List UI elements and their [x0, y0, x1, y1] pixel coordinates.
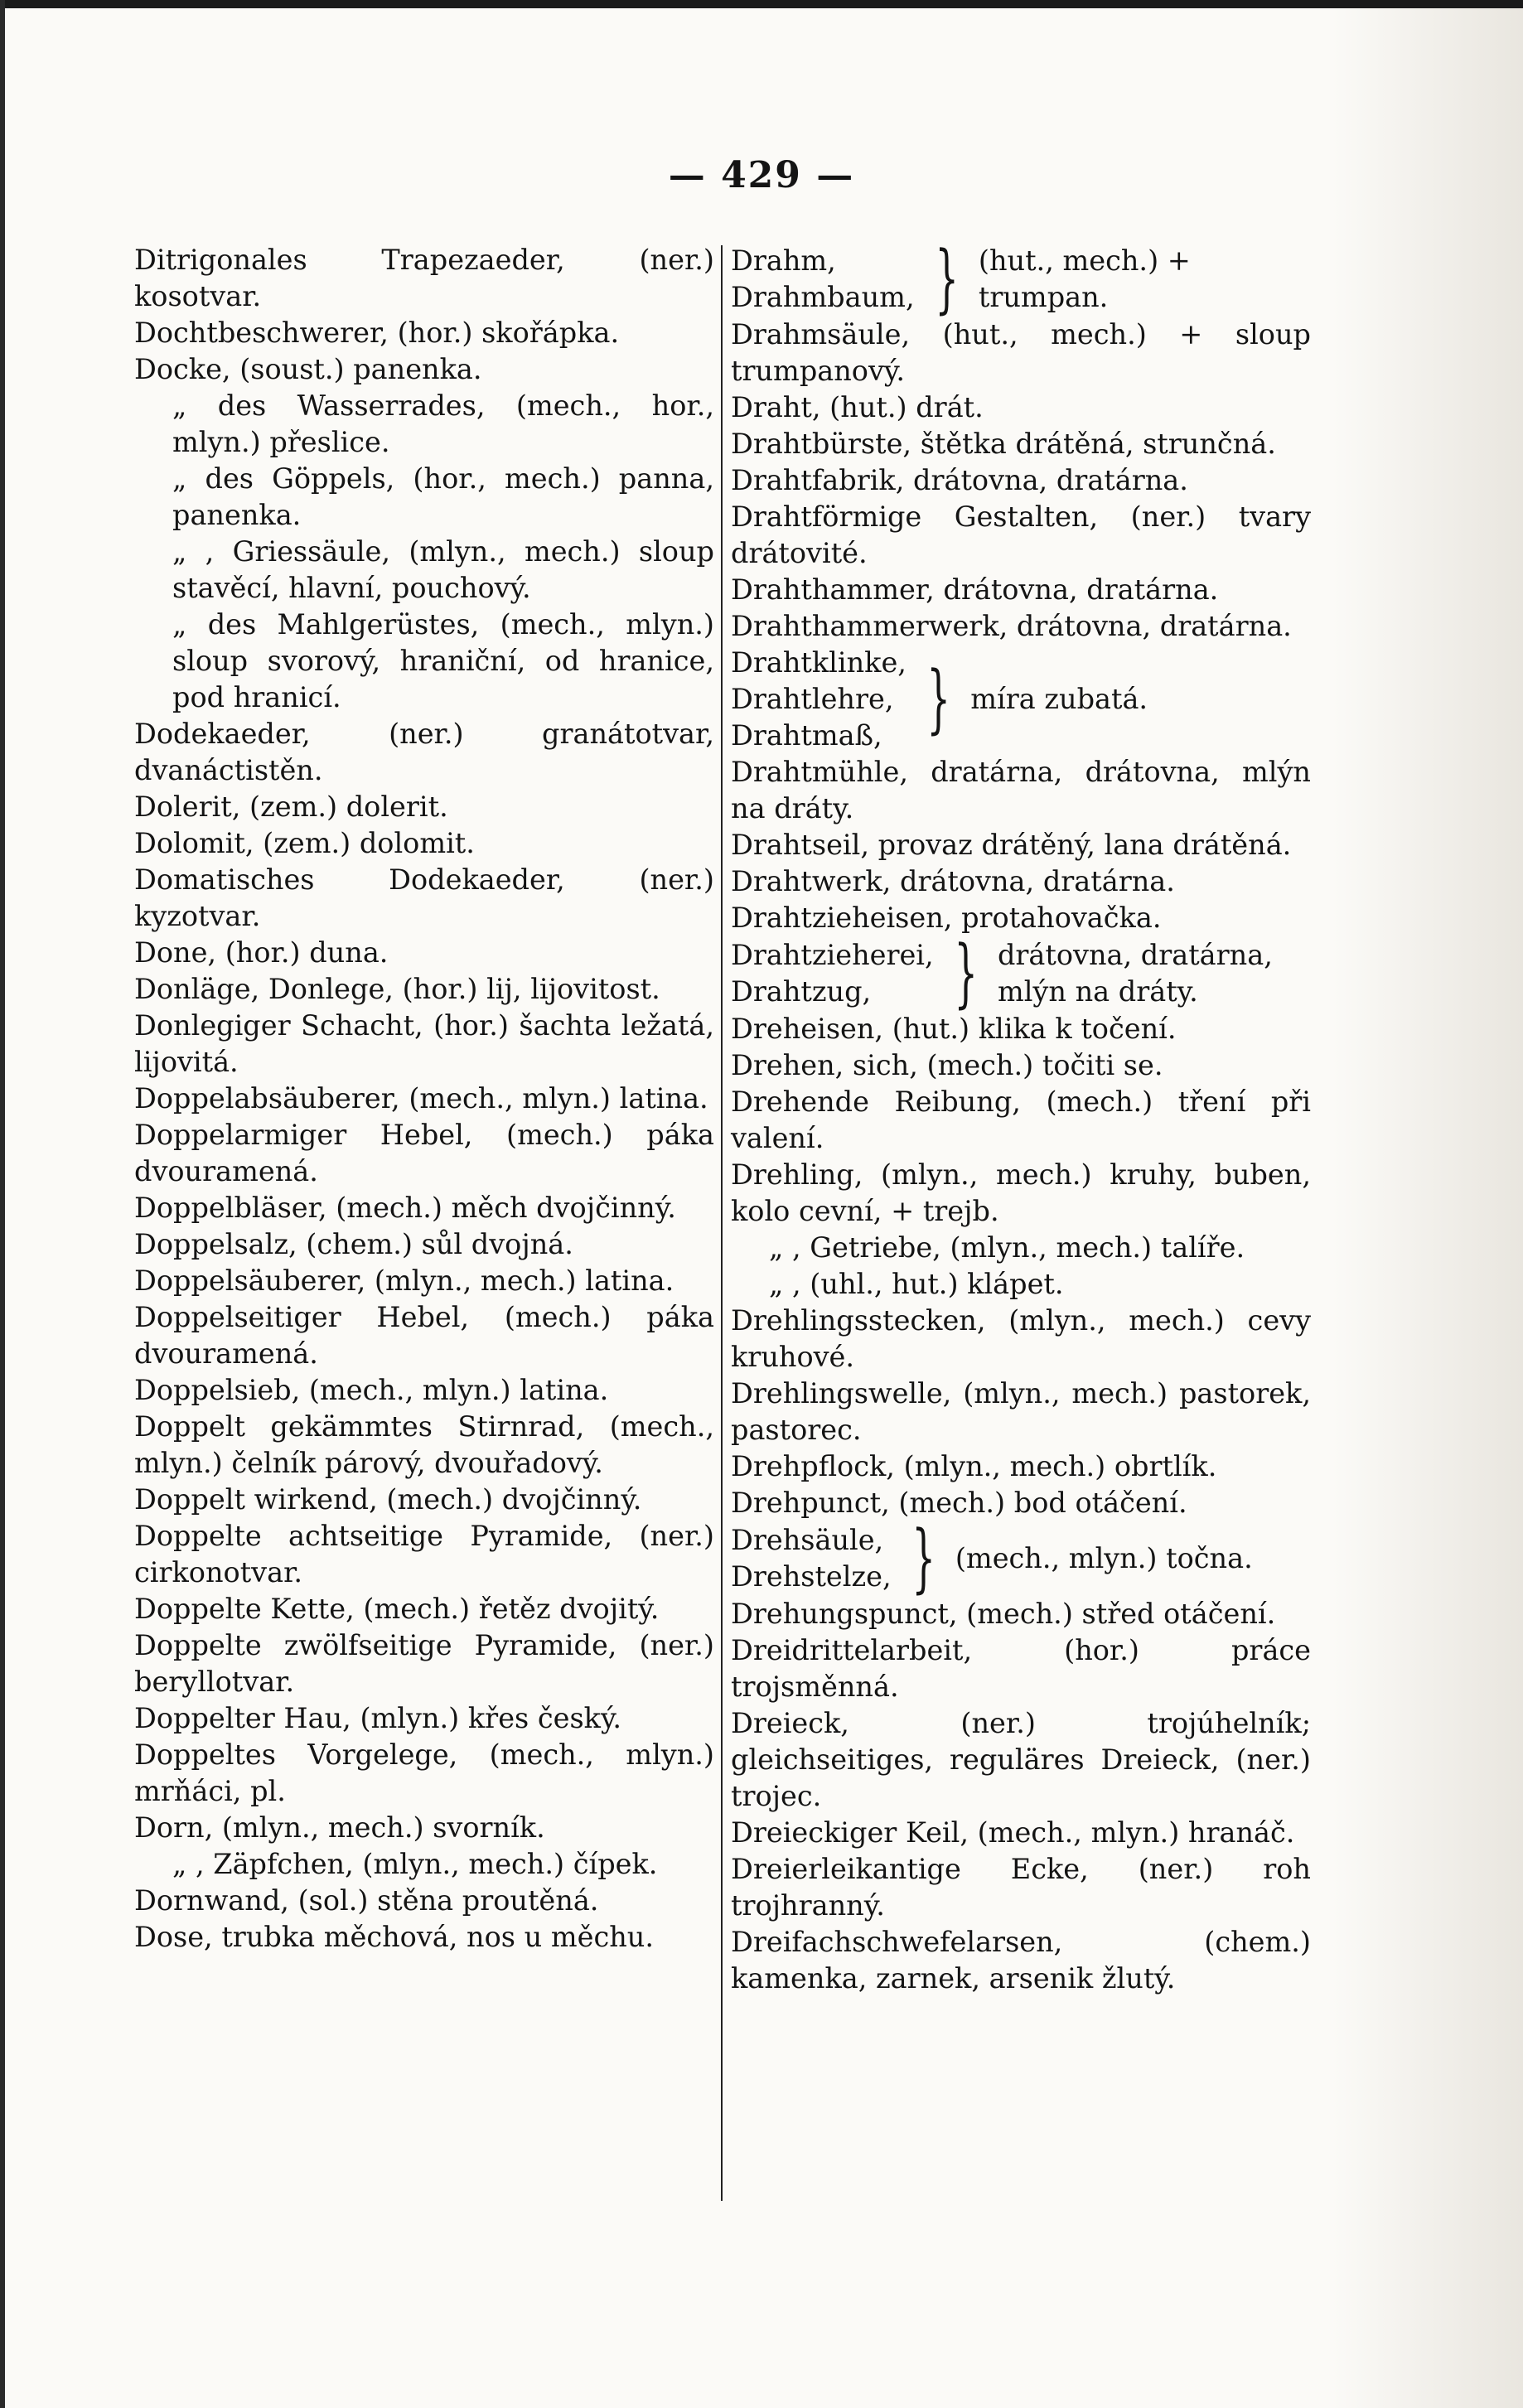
dictionary-entry: Drahtzieheisen, protahovačka.: [731, 902, 1162, 934]
dictionary-entry: Doppelbläser, (mech.) měch dvojčinný.: [134, 1192, 676, 1224]
dictionary-headword: Drehsäule,: [731, 1524, 884, 1556]
dictionary-entry: Drehling, (mlyn., mech.) kruhy, buben, kolo cevní, + trejb.: [731, 1158, 1311, 1227]
dictionary-headword: Drahtlehre,: [731, 683, 894, 715]
dictionary-entry: Doppelter Hau, (mlyn.) křes český.: [134, 1702, 622, 1734]
dictionary-entry: Doppelabsäuberer, (mech., mlyn.) latina.: [134, 1082, 708, 1115]
dictionary-headword: Drahtzug,: [731, 975, 872, 1008]
dictionary-entry: Dreieckiger Keil, (mech., mlyn.) hranáč.: [731, 1816, 1295, 1849]
right-column: [731, 235, 1311, 1997]
dictionary-entry: Done, (hor.) duna.: [134, 936, 389, 969]
dictionary-headword: Drahtzieherei,: [731, 939, 934, 971]
dictionary-entry: Drahtfabrik, drátovna, dratárna.: [731, 464, 1188, 496]
dictionary-entry: Dreheisen, (hut.) klika k točení.: [731, 1013, 1177, 1045]
dictionary-entry: Ditrigonales Trapezaeder, (ner.) kosotvar.: [134, 244, 714, 312]
dictionary-entry: Drahtförmige Gestalten, (ner.) tvary drátovité.: [731, 500, 1311, 569]
dictionary-entry: Docke, (soust.) panenka.: [134, 353, 482, 385]
dictionary-entry: Drehpunct, (mech.) bod otáčení.: [731, 1487, 1187, 1519]
dictionary-entry: Doppelsieb, (mech., mlyn.) latina.: [134, 1374, 609, 1406]
dictionary-headword: Drahtmaß,: [731, 719, 882, 752]
dictionary-entry: Dornwand, (sol.) stěna proutěná.: [134, 1884, 599, 1917]
dictionary-entry: Donläge, Donlege, (hor.) lij, lijovitost.: [134, 973, 660, 1005]
brace-symbol: }: [954, 930, 978, 1017]
brace-entry-group: [731, 645, 1311, 754]
dictionary-entry: Dreieck, (ner.) trojúhelník; gleichseitiges, reguläres Dreieck, (ner.) trojec.: [731, 1707, 1311, 1812]
dictionary-entry: Drehlingsstecken, (mlyn., mech.) cevy kruhové.: [731, 1304, 1311, 1373]
dictionary-entry: Doppelseitiger Hebel, (mech.) páka dvouramená.: [134, 1301, 714, 1370]
dictionary-entry: „ des Göppels, (hor., mech.) panna, panenka.: [172, 462, 714, 531]
dictionary-entry: Drahtbürste, štětka drátěná, strunčná.: [731, 428, 1276, 460]
shared-meaning: drátovna, dratárna, mlýn na dráty.: [997, 939, 1273, 1008]
column-divider: [721, 245, 723, 2201]
scan-border-left: [0, 0, 5, 2408]
dictionary-entry: Drehen, sich, (mech.) točiti se.: [731, 1049, 1163, 1081]
page-edge-shadow: [1332, 0, 1523, 2408]
dictionary-headword: Drahmbaum,: [731, 281, 915, 313]
dictionary-entry: Drehlingswelle, (mlyn., mech.) pastorek, pastorec.: [731, 1377, 1311, 1446]
shared-meaning: (hut., mech.) + trumpan.: [978, 244, 1191, 313]
scan-border-top: [0, 0, 1523, 8]
dictionary-entry: Doppelte zwölfseitige Pyramide, (ner.) beryllotvar.: [134, 1629, 714, 1698]
dictionary-entry: Dolomit, (zem.) dolomit.: [134, 827, 475, 859]
dictionary-entry: Dose, trubka měchová, nos u měchu.: [134, 1921, 655, 1953]
dictionary-entry: Drehende Reibung, (mech.) tření při valení.: [731, 1086, 1311, 1154]
dictionary-entry: „ des Mahlgerüstes, (mech., mlyn.) sloup svorový, hraniční, od hranice, pod hranicí.: [172, 608, 714, 713]
dictionary-entry: Doppelsäuberer, (mlyn., mech.) latina.: [134, 1264, 674, 1297]
brace-symbol: }: [911, 1515, 936, 1602]
brace-entry-group: [731, 235, 1311, 322]
dictionary-entry: Doppelarmiger Hebel, (mech.) páka dvouramená.: [134, 1119, 714, 1187]
dictionary-entry: Drehungspunct, (mech.) střed otáčení.: [731, 1598, 1276, 1630]
dictionary-entry: Draht, (hut.) drát.: [731, 391, 984, 423]
dictionary-entry: Doppeltes Vorgelege, (mech., mlyn.) mrňáci, pl.: [134, 1738, 714, 1807]
brace-symbol: }: [934, 235, 959, 322]
brace-entry-group: [731, 930, 1311, 1017]
left-column: [134, 242, 714, 1956]
dictionary-headword: Drahm,: [731, 244, 836, 277]
dictionary-entry: Drahtmühle, dratárna, drátovna, mlýn na dráty.: [731, 756, 1311, 824]
dictionary-entry: Doppelte achtseitige Pyramide, (ner.) cirkonotvar.: [134, 1520, 714, 1588]
dictionary-entry: Dreidrittelarbeit, (hor.) práce trojsměnná.: [731, 1634, 1311, 1703]
dictionary-entry: Dorn, (mlyn., mech.) svorník.: [134, 1811, 545, 1844]
page-number: — 429 —: [668, 154, 855, 196]
dictionary-entry: Drahthammer, drátovna, dratárna.: [731, 573, 1219, 606]
dictionary-entry: Dochtbeschwerer, (hor.) skořápka.: [134, 317, 620, 349]
dictionary-entry: Dreifachschwefelarsen, (chem.) kamenka, zarnek, arsenik žlutý.: [731, 1926, 1311, 1995]
dictionary-entry: Drahtwerk, drátovna, dratárna.: [731, 865, 1175, 897]
shared-meaning: míra zubatá.: [970, 683, 1148, 715]
dictionary-entry: Dolerit, (zem.) dolerit.: [134, 791, 448, 823]
dictionary-entry: Dodekaeder, (ner.) granátotvar, dvanáctistěn.: [134, 718, 714, 786]
dictionary-headword: Drehstelze,: [731, 1560, 892, 1593]
dictionary-entry: „ , (uhl., hut.) klápet.: [769, 1268, 1064, 1300]
dictionary-headword: Drahtklinke,: [731, 646, 907, 679]
shared-meaning: (mech., mlyn.) točna.: [955, 1542, 1253, 1574]
dictionary-entry: Drahthammerwerk, drátovna, dratárna.: [731, 610, 1292, 642]
dictionary-entry: Drahtseil, provaz drátěný, lana drátěná.: [731, 829, 1292, 861]
dictionary-entry: Doppelt wirkend, (mech.) dvojčinný.: [134, 1483, 642, 1516]
dictionary-entry: Donlegiger Schacht, (hor.) šachta ležatá, lijovitá.: [134, 1009, 714, 1078]
dictionary-entry: „ , Zäpfchen, (mlyn., mech.) čípek.: [172, 1848, 658, 1880]
brace-entry-group: [731, 1515, 1311, 1602]
dictionary-entry: Drehpflock, (mlyn., mech.) obrtlík.: [731, 1450, 1217, 1482]
dictionary-entry: Doppelt gekämmtes Stirnrad, (mech., mlyn.) čelník párový, dvouřadový.: [134, 1410, 714, 1479]
dictionary-entry: Doppelsalz, (chem.) sůl dvojná.: [134, 1228, 573, 1260]
dictionary-entry: Dreierleikantige Ecke, (ner.) roh trojhranný.: [731, 1853, 1311, 1922]
brace-symbol: }: [926, 655, 950, 742]
dictionary-entry: Domatisches Dodekaeder, (ner.) kyzotvar.: [134, 863, 714, 932]
dictionary-entry: Drahmsäule, (hut., mech.) + sloup trumpanový.: [731, 318, 1311, 387]
dictionary-entry: „ , Griessäule, (mlyn., mech.) sloup stavěcí, hlavní, pouchový.: [172, 535, 714, 604]
dictionary-entry: Doppelte Kette, (mech.) řetěz dvojitý.: [134, 1593, 660, 1625]
dictionary-entry: „ des Wasserrades, (mech., hor., mlyn.) přeslice.: [172, 389, 714, 458]
dictionary-entry: „ , Getriebe, (mlyn., mech.) talíře.: [769, 1231, 1245, 1264]
